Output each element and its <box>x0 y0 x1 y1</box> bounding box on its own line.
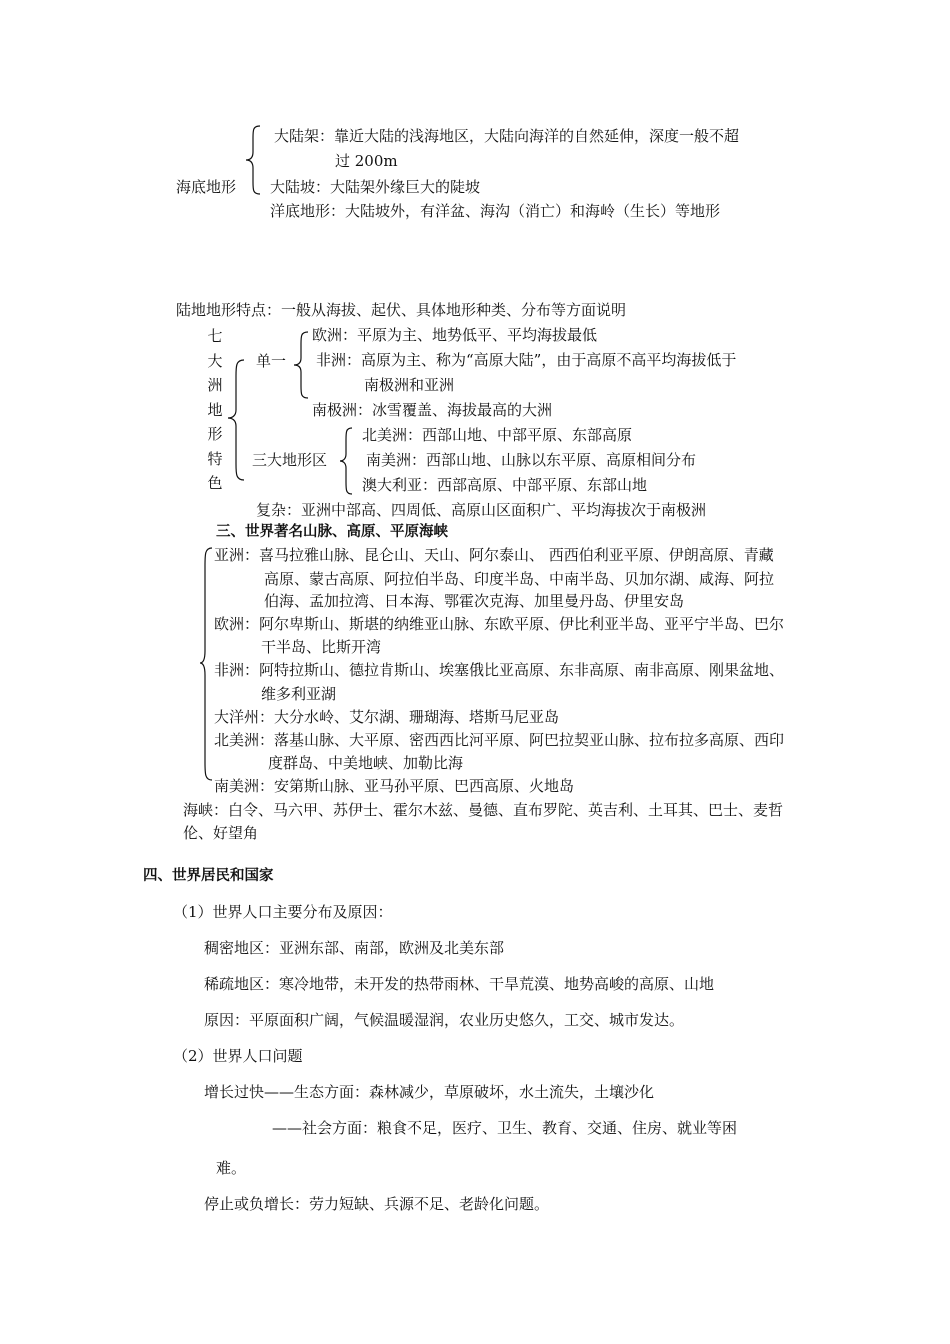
section3-straits-line-2: 伦、好望角 <box>183 824 259 842</box>
section4-growth-line-1: 增长过快——生态方面：森林减少，草原破坏，水土流失，土壤沙化 <box>204 1083 655 1101</box>
seafloor-brace <box>244 124 264 196</box>
section3-asia-line-3: 伯海、孟加拉湾、日本海、鄂霍次克海、加里曼丹岛、伊里安岛 <box>264 592 685 610</box>
seafloor-shelf-line-2: 过 200m <box>335 152 398 170</box>
section4-reason: 原因：平原面积广阔，气候温暖湿润，农业历史悠久，工交、城市发达。 <box>204 1011 685 1029</box>
section4-sparse: 稀疏地区：寒冷地带，未开发的热带雨林、干旱荒漠、地势高峻的高原、山地 <box>204 975 715 993</box>
section3-europe-line-1: 欧洲：阿尔卑斯山、斯堪的纳维亚山脉、东欧平原、伊比利亚半岛、亚平宁半岛、巴尔 <box>214 615 785 633</box>
land-three-brace <box>338 426 356 496</box>
seafloor-shelf-line-1: 大陆架：靠近大陆的浅海地区，大陆向海洋的自然延伸，深度一般不超 <box>274 127 740 145</box>
section4-question-1: （1）世界人口主要分布及原因： <box>173 903 393 921</box>
land-europe: 欧洲：平原为主、地势低平、平均海拔最低 <box>312 326 598 344</box>
section4-question-2: （2）世界人口问题 <box>173 1047 303 1065</box>
section4-growth-line-3: 难。 <box>216 1159 247 1177</box>
section3-africa-line-1: 非洲：阿特拉斯山、德拉肯斯山、埃塞俄比亚高原、东非高原、南非高原、刚果盆地、 <box>214 661 785 679</box>
land-north-america: 北美洲：西部山地、中部平原、东部高原 <box>362 426 633 444</box>
land-outer-brace <box>226 358 248 482</box>
section3-oceania: 大洋州：大分水岭、艾尔湖、珊瑚海、塔斯马尼亚岛 <box>214 708 560 726</box>
land-three-label: 三大地形区 <box>252 451 328 469</box>
section3-straits-line-1: 海峡：白令、马六甲、苏伊士、霍尔木兹、曼德、直布罗陀、英吉利、土耳其、巴士、麦哲 <box>183 801 784 819</box>
land-africa-line-2: 南极洲和亚洲 <box>364 376 455 394</box>
section3-asia-line-1: 亚洲：喜马拉雅山脉、昆仑山、天山、阿尔泰山、 西西伯利亚平原、伊朗高原、青藏 <box>214 546 774 564</box>
section3-heading: 三、世界著名山脉、高原、平原海峡 <box>216 524 448 540</box>
section3-europe-line-2: 干半岛、比斯开湾 <box>261 638 382 656</box>
land-intro: 陆地地形特点：一般从海拔、起伏、具体地形种类、分布等方面说明 <box>176 301 627 319</box>
land-africa-line-1: 非洲：高原为主、称为“高原大陆”，由于高原不高平均海拔低于 <box>316 351 737 369</box>
section4-growth-line-2: ——社会方面：粮食不足，医疗、卫生、教育、交通、住房、就业等困 <box>272 1119 738 1137</box>
land-single-brace <box>292 330 312 400</box>
section4-heading: 四、世界居民和国家 <box>143 868 274 884</box>
section3-north-america-line-1: 北美洲：落基山脉、大平原、密西西比河平原、阿巴拉契亚山脉、拉布拉多高原、西印 <box>214 731 785 749</box>
section3-africa-line-2: 维多利亚湖 <box>261 685 337 703</box>
land-australia: 澳大利亚：西部高原、中部平原、东部山地 <box>362 476 648 494</box>
seafloor-deep: 洋底地形：大陆坡外，有洋盆、海沟（消亡）和海岭（生长）等地形 <box>270 202 721 220</box>
seafloor-slope: 大陆坡：大陆架外缘巨大的陡坡 <box>270 178 481 196</box>
section3-south-america: 南美洲：安第斯山脉、亚马孙平原、巴西高原、火地岛 <box>214 777 575 795</box>
section4-dense: 稠密地区：亚洲东部、南部，欧洲及北美东部 <box>204 939 505 957</box>
section4-stop: 停止或负增长：劳力短缺、兵源不足、老龄化问题。 <box>204 1195 550 1213</box>
section3-north-america-line-2: 度群岛、中美地峡、加勒比海 <box>268 754 464 772</box>
land-single-label: 单一 <box>256 352 287 370</box>
land-vertical-label: 七大洲地形特色 <box>207 327 223 492</box>
land-antarctica: 南极洲：冰雪覆盖、海拔最高的大洲 <box>312 401 553 419</box>
land-south-america: 南美洲：西部山地、山脉以东平原、高原相间分布 <box>366 451 697 469</box>
section3-asia-line-2: 高原、蒙古高原、阿拉伯半岛、印度半岛、中南半岛、贝加尔湖、咸海、阿拉 <box>264 570 775 588</box>
land-complex: 复杂：亚洲中部高、四周低、高原山区面积广、平均海拔次于南极洲 <box>256 501 707 519</box>
seafloor-heading: 海底地形 <box>176 178 237 196</box>
